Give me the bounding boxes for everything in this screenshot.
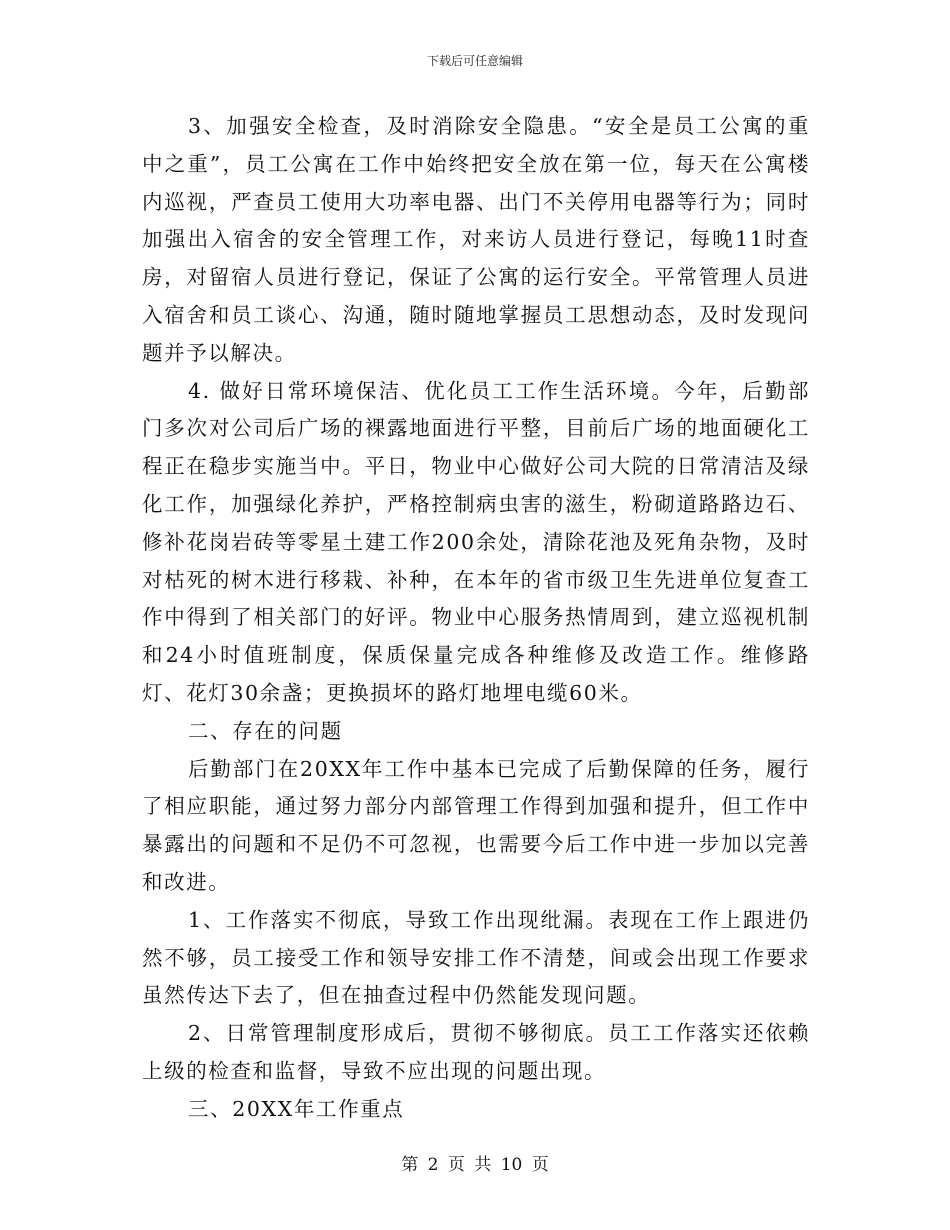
section-heading-existing-problems: 二、存在的问题 [188, 718, 343, 743]
page-number: 第 2 页 共 10 页 [401, 1155, 549, 1175]
paragraph-safety-inspection: 3、加强安全检查，及时消除安全隐患。“安全是员工公寓的重中之重”，员工公寓在工作中始终把安全放在第一位，每天在公寓楼内巡视，严查员工使用大功率电器、出门不关停用电器等行为；同时加强出入宿舍的安全管理工作，对来访人员进行登记，每晚11时查房，对留宿人员进行登记，保证了公寓的运行安全。平常管理人员进入宿舍和员工谈心、沟通，随时随地掌握员工思想动态，及时发现问题并予以解决。 [142, 114, 810, 365]
section-heading-work-focus: 三、20XX年工作重点 [188, 1096, 405, 1121]
document-body [142, 108, 810, 1129]
paragraph-problem-1: 1、工作落实不彻底，导致工作出现纰漏。表现在工作上跟进仍然不够，员工接受工作和领导安排工作不清楚，间或会出现工作要求虽然传达下去了，但在抽查过程中仍然能发现问题。 [142, 907, 810, 1008]
paragraph-environment-cleaning: 4. 做好日常环境保洁、优化员工工作生活环境。今年，后勤部门多次对公司后广场的裸露地面进行平整，目前后广场的地面硬化工程正在稳步实施当中。平日，物业中心做好公司大院的日常清洁及绿化工作，加强绿化养护，严格控制病虫害的滋生，粉砌道路路边石、修补花岗岩砖等零星土建工作200余处，清除花池及死角杂物，及时对枯死的树木进行移栽、补种，在本年的省市级卫生先进单位复查工作中得到了相关部门的好评。物业中心服务热情周到，建立巡视机制和24小时值班制度，保质保量完成各种维修及改造工作。维修路灯、花灯30余盏；更换损坏的路灯地埋电缆60米。 [142, 378, 810, 705]
paragraph-problem-2: 2、日常管理制度形成后，贯彻不够彻底。员工工作落实还依赖上级的检查和监督，导致不应出现的问题出现。 [142, 1021, 810, 1083]
paragraph-problems-summary: 后勤部门在20XX年工作中基本已完成了后勤保障的任务，履行了相应职能，通过努力部分内部管理工作得到加强和提升，但工作中暴露出的问题和不足仍不可忽视，也需要今后工作中进一步加以完善和改进。 [142, 756, 810, 894]
page-header: 下载后可任意编辑 [426, 54, 523, 68]
